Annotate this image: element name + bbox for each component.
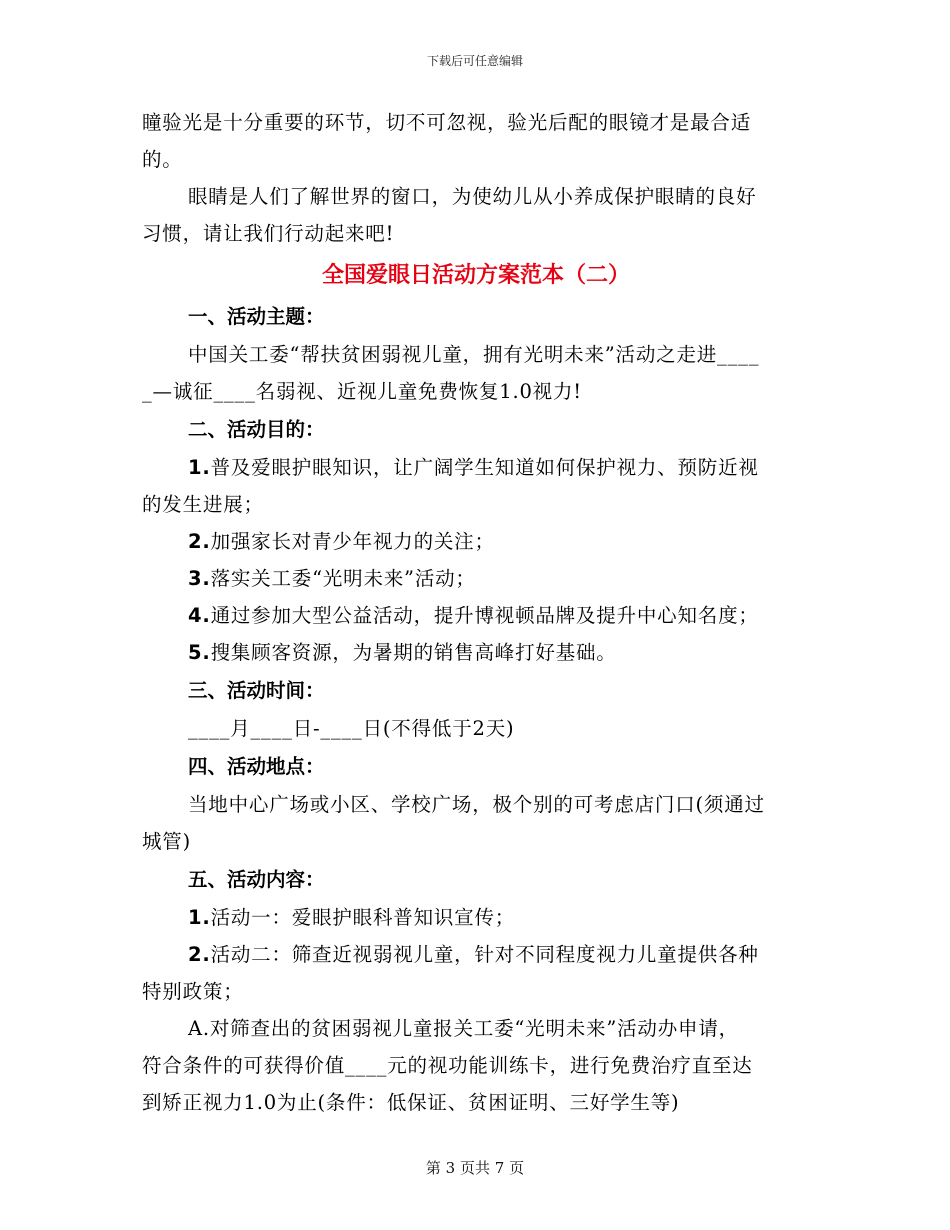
paragraph-line: 的发生进展；	[142, 493, 264, 516]
item-number: 1.	[188, 906, 211, 929]
item-number: 4.	[188, 604, 211, 627]
section-location	[142, 748, 810, 860]
document-body	[142, 104, 810, 1121]
section-content	[142, 861, 810, 1121]
item-text: 通过参加大型公益活动，提升博视顿品牌及提升中心知名度；	[210, 604, 759, 627]
list-item	[142, 597, 810, 634]
section-title: 全国爱眼日活动方案范本（二）	[321, 263, 630, 288]
item-number: 3.	[188, 567, 211, 590]
paragraph-line: 特别政策；	[142, 980, 244, 1003]
paragraph-line: 瞳验光是十分重要的环节，切不可忽视，验光后配的眼镜才是最合适	[142, 111, 752, 134]
section-time	[142, 672, 810, 747]
paragraph-line: 的。	[142, 148, 183, 171]
section-heading: 三、活动时间：	[188, 679, 325, 702]
section-heading: 五、活动内容：	[188, 868, 325, 891]
section-heading: 二、活动目的：	[188, 418, 325, 441]
section-heading: 一、活动主题：	[188, 305, 325, 328]
list-item	[142, 634, 810, 671]
item-text: 活动二：筛查近视弱视儿童，针对不同程度视力儿童提供各种	[210, 943, 759, 966]
page-header: 下载后可任意编辑	[426, 54, 523, 68]
list-item	[142, 523, 810, 560]
paragraph-line: 当地中心广场或小区、学校广场，极个别的可考虑店门口(须通过	[188, 793, 765, 816]
item-text: 加强家长对青少年视力的关注；	[210, 530, 495, 553]
list-item	[142, 899, 810, 936]
paragraph-line: 城管)	[142, 830, 192, 853]
list-item	[142, 449, 810, 486]
item-text: 活动一：爱眼护眼科普知识宣传；	[210, 906, 516, 929]
list-item	[142, 560, 810, 597]
item-number: 1.	[188, 456, 211, 479]
list-item	[142, 936, 810, 973]
paragraph-line: 眼睛是人们了解世界的窗口，为使幼儿从小养成保护眼睛的良好	[188, 185, 757, 208]
item-text: 普及爱眼护眼知识，让广阔学生知道如何保护视力、预防近视	[210, 456, 759, 479]
paragraph-line: 到矫正视力1.0为止(条件：低保证、贫困证明、三好学生等)	[142, 1091, 680, 1114]
paragraph-line: 习惯，请让我们行动起来吧!	[142, 222, 395, 245]
item-number: 2.	[188, 943, 211, 966]
intro-block	[142, 104, 810, 252]
page-footer: 第 3 页共 7 页	[425, 1159, 525, 1177]
paragraph-line: ____月____日-____日(不得低于2天)	[188, 717, 515, 740]
paragraph-line: _—诚征____名弱视、近视儿童免费恢复1.0视力!	[142, 380, 582, 403]
item-text: 搜集顾客资源，为暑期的销售高峰打好基础。	[210, 641, 617, 664]
section-purpose	[142, 411, 810, 671]
section-theme	[142, 298, 810, 410]
item-text: 落实关工委“光明未来”活动；	[210, 567, 476, 590]
item-number: 5.	[188, 641, 211, 664]
paragraph-line: 中国关工委“帮扶贫困弱视儿童，拥有光明未来”活动之走进____	[188, 343, 760, 366]
section-heading: 四、活动地点：	[188, 755, 325, 778]
paragraph-line: 符合条件的可获得价值____元的视功能训练卡，进行免费治疗直至达	[142, 1054, 753, 1077]
paragraph-line: A.对筛查出的贫困弱视儿童报关工委“光明未来”活动办申请，	[188, 1017, 739, 1040]
item-number: 2.	[188, 530, 211, 553]
